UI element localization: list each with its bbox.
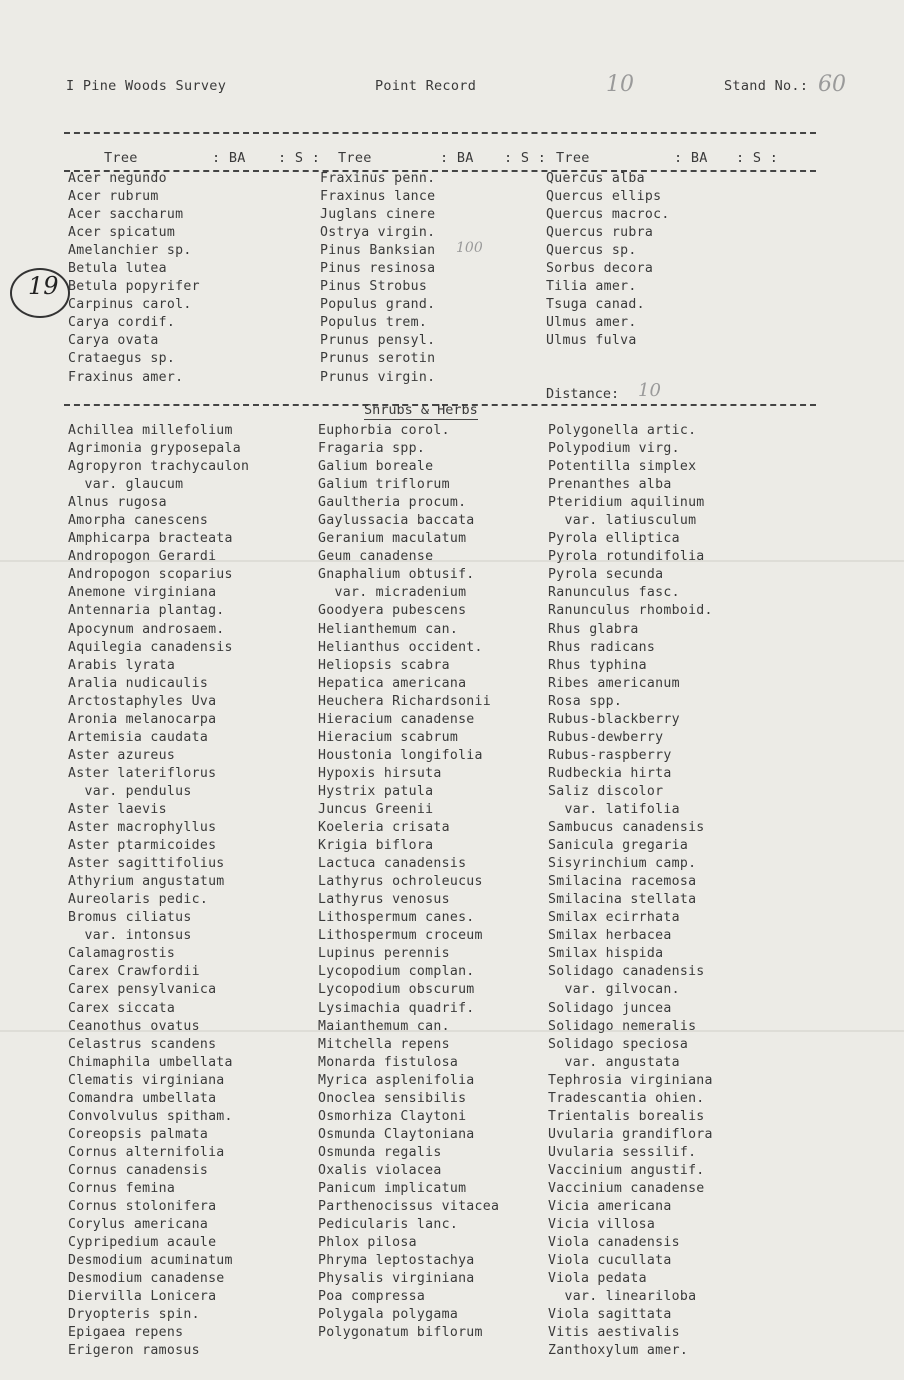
tree-species: Prunus serotin — [320, 351, 436, 367]
herb-species: Dryopteris spin. — [68, 1307, 200, 1323]
herb-species: Agropyron trachycaulon — [68, 459, 250, 475]
herb-species: var. glaucum — [68, 477, 184, 493]
col-header-s-3: : S : — [736, 150, 779, 166]
herb-species: Heuchera Richardsonii — [318, 693, 492, 709]
herb-species: Rudbeckia hirta — [548, 765, 672, 781]
herb-species: Carex siccata — [68, 1000, 176, 1016]
tree-species: Quercus rubra — [546, 225, 654, 241]
col-header-s-2: : S : — [504, 150, 547, 166]
herb-species: Mitchella repens — [318, 1036, 450, 1052]
herb-species: Clematis virginiana — [68, 1072, 225, 1088]
herb-species: Lycopodium complan. — [318, 964, 475, 980]
herb-species: Hepatica americana — [318, 675, 467, 691]
tree-species: Prunus virgin. — [320, 369, 436, 385]
tree-species: Quercus sp. — [546, 243, 637, 259]
herb-species: Carex Crawfordii — [68, 964, 200, 980]
herb-species: Celastrus scandens — [68, 1036, 217, 1052]
herb-species: Phlox pilosa — [318, 1235, 417, 1251]
herb-species: Vicia americana — [548, 1199, 672, 1215]
herb-species: Convolvulus spitham. — [68, 1108, 233, 1124]
herb-species: Solidago speciosa — [548, 1036, 689, 1052]
herb-species: Uvularia grandiflora — [548, 1126, 713, 1142]
herb-species: Erigeron ramosus — [68, 1343, 200, 1359]
herb-species: Lactuca canadensis — [318, 856, 467, 872]
herb-species: Polygonatum biflorum — [318, 1325, 483, 1341]
herb-species: var. latiusculum — [548, 513, 697, 529]
herb-species: Aster laevis — [68, 801, 167, 817]
herb-species: Viola pedata — [548, 1271, 647, 1287]
herb-species: Carex pensylvanica — [68, 982, 217, 998]
herb-species: Hystrix patula — [318, 783, 434, 799]
herb-species: Monarda fistulosa — [318, 1054, 459, 1070]
herb-species: Desmodium canadense — [68, 1271, 225, 1287]
tree-species: Acer saccharum — [68, 207, 184, 223]
herb-species: Myrica asplenifolia — [318, 1072, 475, 1088]
herb-species: Solidago nemeralis — [548, 1018, 697, 1034]
herb-species: var. gilvocan. — [548, 982, 680, 998]
herb-species: Galium triflorum — [318, 477, 450, 493]
col-header-tree-2: Tree — [338, 150, 372, 166]
herb-species: Pyrola elliptica — [548, 531, 680, 547]
herb-species: Solidago canadensis — [548, 964, 705, 980]
herb-species: Lysimachia quadrif. — [318, 1000, 475, 1016]
col-header-tree-1: Tree — [104, 150, 138, 166]
tree-species: Sorbus decora — [546, 261, 654, 277]
herb-species: Rubus-dewberry — [548, 729, 664, 745]
herb-species: Vaccinium angustif. — [548, 1162, 705, 1178]
herb-species: Sanicula gregaria — [548, 838, 689, 854]
dashed-rule — [64, 132, 816, 134]
herb-species: Trientalis borealis — [548, 1108, 705, 1124]
tree-species: Acer negundo — [68, 171, 167, 186]
col-header-ba-1: : BA — [212, 150, 246, 166]
herb-species: Vaccinium canadense — [548, 1180, 705, 1196]
herb-species: Rhus radicans — [548, 639, 656, 655]
tree-list-col2 — [320, 170, 435, 387]
tree-species: Carpinus carol. — [68, 297, 192, 313]
col-header-s-1: : S : — [278, 150, 321, 166]
herb-species: Artemisia caudata — [68, 729, 209, 745]
herb-species: Ribes americanum — [548, 675, 680, 691]
herb-species: Bromus ciliatus — [68, 910, 192, 926]
herb-species: Smilax ecirrhata — [548, 910, 680, 926]
tree-species: Pinus Strobus — [320, 279, 428, 295]
tree-list-col3 — [546, 170, 670, 350]
herb-species: Aster lateriflorus — [68, 765, 217, 781]
herb-species: Krigia biflora — [318, 838, 434, 854]
herb-species: Oxalis violacea — [318, 1162, 442, 1178]
herb-species: Arctostaphyles Uva — [68, 693, 217, 709]
herb-species: Aster azureus — [68, 747, 176, 763]
section-title: Shrubs & Herbs — [364, 402, 478, 418]
herb-species: Cypripedium acaule — [68, 1235, 217, 1251]
herb-species: Smilax herbacea — [548, 928, 672, 944]
tree-species: Acer rubrum — [68, 189, 159, 205]
herb-species: Viola sagittata — [548, 1307, 672, 1323]
herb-species: Zanthoxylum amer. — [548, 1343, 689, 1359]
herb-species: var. latifolia — [548, 801, 680, 817]
herb-species: Helianthus occident. — [318, 639, 483, 655]
herb-species: Pyrola rotundifolia — [548, 549, 705, 565]
herb-list-col3 — [548, 422, 713, 1360]
tree-species: Quercus ellips — [546, 189, 662, 205]
col-header-tree-3: Tree — [556, 150, 590, 166]
herb-species: Aster sagittifolius — [68, 856, 225, 872]
herb-list-col1 — [68, 422, 249, 1360]
tree-list-col1 — [68, 170, 200, 387]
handwritten-stand-number: 60 — [818, 72, 846, 97]
herb-species: Viola cucullata — [548, 1253, 672, 1269]
tree-species: Carya ovata — [68, 333, 159, 349]
herb-species: Geranium maculatum — [318, 531, 467, 547]
col-header-ba-3: : BA — [674, 150, 708, 166]
herb-species: Lathyrus venosus — [318, 892, 450, 908]
tree-species: Ulmus fulva — [546, 333, 637, 349]
tree-species: Fraxinus lance — [320, 189, 436, 205]
tree-species: Populus grand. — [320, 297, 436, 313]
herb-species: Lithospermum croceum — [318, 928, 483, 944]
tree-species: Quercus macroc. — [546, 207, 670, 223]
herb-species: Solidago juncea — [548, 1000, 672, 1016]
herb-species: Gnaphalium obtusif. — [318, 567, 475, 583]
herb-species: Goodyera pubescens — [318, 603, 467, 619]
herb-species: Achillea millefolium — [68, 423, 233, 438]
herb-species: Heliopsis scabra — [318, 657, 450, 673]
herb-species: Hieracium canadense — [318, 711, 475, 727]
herb-species: Aureolaris pedic. — [68, 892, 209, 908]
herb-species: Aster macrophyllus — [68, 820, 217, 836]
herb-species: Rubus-raspberry — [548, 747, 672, 763]
herb-species: Tradescantia ohien. — [548, 1090, 705, 1106]
herb-species: Viola canadensis — [548, 1235, 680, 1251]
herb-species: Diervilla Lonicera — [68, 1289, 217, 1305]
stand-label: Stand No.: — [724, 78, 809, 94]
herb-species: Athyrium angustatum — [68, 874, 225, 890]
herb-species: var. intonsus — [68, 928, 192, 944]
herb-species: Pedicularis lanc. — [318, 1217, 459, 1233]
herb-species: Calamagrostis — [68, 946, 176, 962]
tree-species: Fraxinus penn. — [320, 171, 436, 186]
herb-species: Smilax hispida — [548, 946, 664, 962]
herb-species: Coreopsis palmata — [68, 1126, 209, 1142]
herb-species: Gaylussacia baccata — [318, 513, 475, 529]
tree-species: Tsuga canad. — [546, 297, 645, 313]
herb-species: Andropogon Gerardi — [68, 549, 217, 565]
herb-species: Rubus-blackberry — [548, 711, 680, 727]
tree-species: Populus trem. — [320, 315, 428, 331]
herb-species: Rosa spp. — [548, 693, 623, 709]
herb-species: Prenanthes alba — [548, 477, 672, 493]
survey-title: I Pine Woods Survey — [66, 78, 227, 94]
handwritten-distance: 10 — [638, 380, 661, 401]
herb-species: Aster ptarmicoides — [68, 838, 217, 854]
herb-species: Aronia melanocarpa — [68, 711, 217, 727]
herb-species: Helianthemum can. — [318, 621, 459, 637]
herb-species: Alnus rugosa — [68, 495, 167, 511]
herb-species: Lithospermum canes. — [318, 910, 475, 926]
herb-species: var. pendulus — [68, 783, 192, 799]
herb-species: Poa compressa — [318, 1289, 426, 1305]
herb-species: Houstonia longifolia — [318, 747, 483, 763]
herb-species: Cornus stolonifera — [68, 1199, 217, 1215]
herb-species: Potentilla simplex — [548, 459, 697, 475]
circled-number: 19 — [28, 272, 59, 300]
tree-species: Acer spicatum — [68, 225, 176, 241]
herb-species: Fragaria spp. — [318, 441, 426, 457]
herb-species: Rhus glabra — [548, 621, 639, 637]
herb-list-col2 — [318, 422, 499, 1342]
herb-species: Euphorbia corol. — [318, 423, 450, 438]
herb-species: Phryma leptostachya — [318, 1253, 475, 1269]
distance-label: Distance: — [546, 386, 620, 402]
herb-species: Osmunda regalis — [318, 1144, 442, 1160]
herb-species: Sisyrinchium camp. — [548, 856, 697, 872]
herb-species: Parthenocissus vitacea — [318, 1199, 500, 1215]
tree-species: Pinus resinosa — [320, 261, 436, 277]
herb-species: Galium boreale — [318, 459, 434, 475]
tree-species: Juglans cinere — [320, 207, 436, 223]
herb-species: Pyrola secunda — [548, 567, 664, 583]
herb-species: Sambucus canadensis — [548, 820, 705, 836]
herb-species: Vitis aestivalis — [548, 1325, 680, 1341]
herb-species: Cornus canadensis — [68, 1162, 209, 1178]
herb-species: Chimaphila umbellata — [68, 1054, 233, 1070]
handwritten-point-number: 10 — [606, 72, 634, 97]
herb-species: Polygala polygama — [318, 1307, 459, 1323]
herb-species: Lupinus perennis — [318, 946, 450, 962]
herb-species: Ceanothus ovatus — [68, 1018, 200, 1034]
herb-species: Hypoxis hirsuta — [318, 765, 442, 781]
herb-species: Lathyrus ochroleucus — [318, 874, 483, 890]
herb-species: Osmorhiza Claytoni — [318, 1108, 467, 1124]
herb-species: Ranunculus rhomboid. — [548, 603, 713, 619]
herb-species: Maianthemum can. — [318, 1018, 450, 1034]
herb-species: Saliz discolor — [548, 783, 664, 799]
herb-species: Antennaria plantag. — [68, 603, 225, 619]
herb-species: Onoclea sensibilis — [318, 1090, 467, 1106]
tree-species: Tilia amer. — [546, 279, 637, 295]
herb-species: Gaultheria procum. — [318, 495, 467, 511]
herb-species: Vicia villosa — [548, 1217, 656, 1233]
herb-species: var. micradenium — [318, 585, 467, 601]
tree-species: Amelanchier sp. — [68, 243, 192, 259]
herb-species: Epigaea repens — [68, 1325, 184, 1341]
tree-species: Quercus alba — [546, 171, 645, 186]
herb-species: Amorpha canescens — [68, 513, 209, 529]
tree-species: Crataegus sp. — [68, 351, 176, 367]
herb-species: Geum canadense — [318, 549, 434, 565]
tree-species: Pinus Banksian — [320, 243, 436, 259]
herb-species: Aralia nudicaulis — [68, 675, 209, 691]
herb-species: Aquilegia canadensis — [68, 639, 233, 655]
herb-species: Pteridium aquilinum — [548, 495, 705, 511]
herb-species: Corylus americana — [68, 1217, 209, 1233]
col-header-ba-2: : BA — [440, 150, 474, 166]
herb-species: Panicum implicatum — [318, 1180, 467, 1196]
herb-species: Arabis lyrata — [68, 657, 176, 673]
herb-species: Tephrosia virginiana — [548, 1072, 713, 1088]
herb-species: Physalis virginiana — [318, 1271, 475, 1287]
herb-species: Hieracium scabrum — [318, 729, 459, 745]
herb-species: Amphicarpa bracteata — [68, 531, 233, 547]
herb-species: var. angustata — [548, 1054, 680, 1070]
herb-species: Lycopodium obscurum — [318, 982, 475, 998]
herb-species: Smilacina racemosa — [548, 874, 697, 890]
tree-species: Betula popyrifer — [68, 279, 200, 295]
herb-species: Polygonella artic. — [548, 423, 697, 438]
tree-species: Carya cordif. — [68, 315, 176, 331]
herb-species: Ranunculus fasc. — [548, 585, 680, 601]
tree-species: Fraxinus amer. — [68, 369, 184, 385]
herb-species: Cornus alternifolia — [68, 1144, 225, 1160]
herb-species: Uvularia sessilif. — [548, 1144, 697, 1160]
herb-species: Koeleria crisata — [318, 820, 450, 836]
herb-species: Osmunda Claytoniana — [318, 1126, 475, 1142]
tree-species: Ulmus amer. — [546, 315, 637, 331]
herb-species: Juncus Greenii — [318, 801, 434, 817]
herb-species: Apocynum androsaem. — [68, 621, 225, 637]
herb-species: Andropogon scoparius — [68, 567, 233, 583]
tree-species: Ostrya virgin. — [320, 225, 436, 241]
tree-species: Prunus pensyl. — [320, 333, 436, 349]
handwritten-mark: 100 — [456, 240, 483, 256]
herb-species: Comandra umbellata — [68, 1090, 217, 1106]
record-title: Point Record — [375, 78, 477, 94]
herb-species: Anemone virginiana — [68, 585, 217, 601]
herb-species: Smilacina stellata — [548, 892, 697, 908]
herb-species: var. lineariloba — [548, 1289, 697, 1305]
herb-species: Cornus femina — [68, 1180, 176, 1196]
tree-species: Betula lutea — [68, 261, 167, 277]
herb-species: Agrimonia gryposepala — [68, 441, 242, 457]
herb-species: Desmodium acuminatum — [68, 1253, 233, 1269]
herb-species: Polypodium virg. — [548, 441, 680, 457]
herb-species: Rhus typhina — [548, 657, 647, 673]
